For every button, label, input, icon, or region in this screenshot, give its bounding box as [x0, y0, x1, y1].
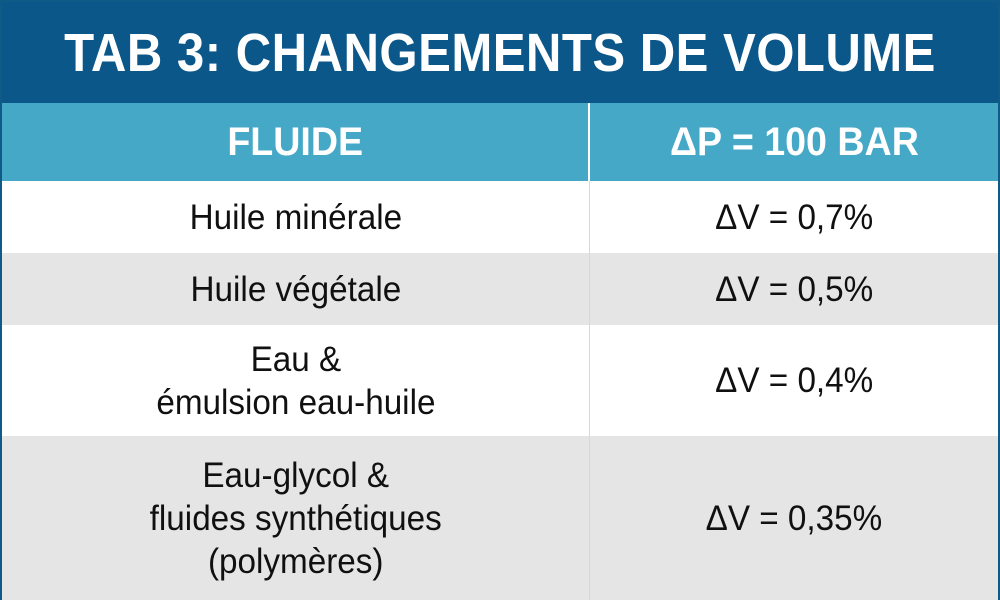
fluid-header-label: FLUIDE — [227, 119, 363, 164]
volume-change-cell — [590, 181, 998, 253]
fluid-cell — [2, 436, 590, 600]
table-header-row — [2, 103, 998, 181]
fluid-cell — [2, 253, 590, 325]
volume-change-cell — [590, 436, 998, 600]
volume-change-value: ΔV = 0,35% — [705, 498, 883, 538]
table-title: TAB 3: CHANGEMENTS DE VOLUME — [64, 22, 936, 83]
fluid-cell — [2, 181, 590, 253]
fluid-name: Eau-glycol & fluides synthétiques (polymères) — [149, 455, 442, 581]
fluid-name: Eau & émulsion eau-huile — [155, 339, 436, 422]
fluid-name: Huile minérale — [189, 197, 402, 237]
table-row — [2, 253, 998, 325]
volume-change-cell — [590, 253, 998, 325]
table-row — [2, 436, 998, 600]
volume-change-value: ΔV = 0,5% — [714, 269, 874, 309]
table-title-bar — [2, 2, 998, 103]
fluid-column-header — [2, 103, 590, 181]
volume-change-value: ΔV = 0,7% — [714, 197, 874, 237]
fluid-name: Huile végétale — [190, 269, 401, 309]
table-row — [2, 181, 998, 253]
pressure-change-header-label: ΔP = 100 BAR — [669, 119, 919, 164]
volume-change-value: ΔV = 0,4% — [714, 361, 874, 400]
table-row — [2, 325, 998, 436]
fluid-cell — [2, 325, 590, 436]
pressure-change-column-header — [590, 103, 998, 181]
volume-change-cell — [590, 325, 998, 436]
